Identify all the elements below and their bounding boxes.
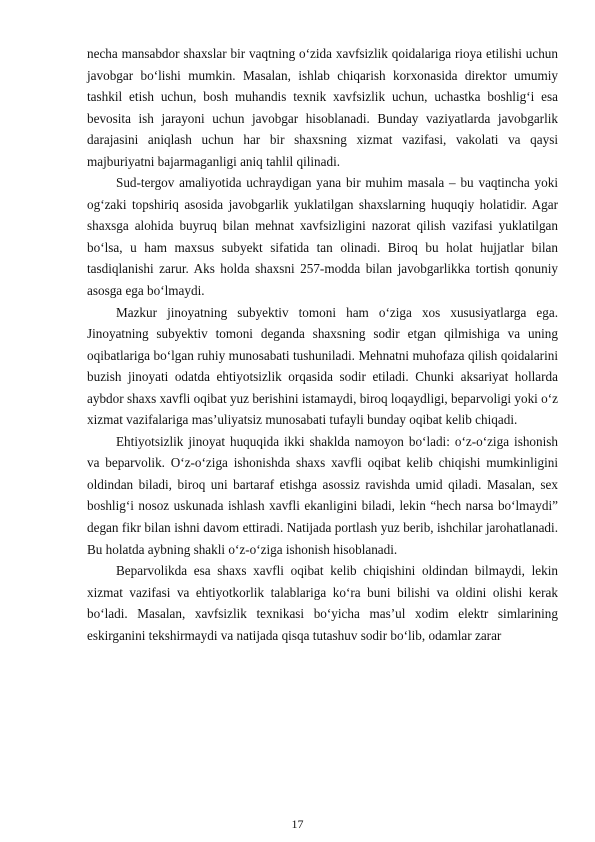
page-body: [87, 43, 558, 646]
paragraph: Ehtiyotsizlik jinoyat huquqida ikki shaklda namoyon bo‘ladi: o‘z-o‘ziga ishonish va beparvolik. O‘z-o‘ziga ishonishda shaxs xavfli oqibat kelib chiqishi mumkinligini oldindan biladi, biroq uni bartaraf etishga asossiz ravishda umid qiladi. Masalan, sex boshlig‘i nosoz uskunada ishlash xavfli ekanligini biladi, lekin “hech narsa bo‘lmaydi” degan fikr bilan ishni davom ettiradi. Natijada portlash yuz berib, ishchilar jarohatlanadi. Bu holatda aybning shakli o‘z-o‘ziga ishonish hisoblanadi.: [87, 433, 558, 557]
paragraph: Beparvolikda esa shaxs xavfli oqibat kelib chiqishini oldindan bilmaydi, lekin xizmat vazifasi va ehtiyotkorlik talablariga ko‘ra buni bilishi va oldini olishi kerak bo‘ladi. Masalan, xavfsizlik texnikasi bo‘yicha mas’ul xodim elektr simlarining eskirganini tekshirmaydi va natijada qisqa tutashuv sodir bo‘lib, odamlar zarar: [87, 563, 558, 643]
page-number: 17: [291, 817, 304, 831]
paragraph: Mazkur jinoyatning subyektiv tomoni ham o‘ziga xos xususiyatlarga ega. Jinoyatning subyektiv tomoni deganda shaxsning sodir etgan qilmishiga va uning oqibatlariga bo‘lgan ruhiy munosabati tushuniladi. Mehnatni muhofaza qilish qoidalarini buzish jinoyati odatda ehtiyotsizlik orqasida sodir etiladi. Chunki aksariyat hollarda aybdor shaxs xavfli oqibat yuz berishini istamaydi, biroq loqaydligi, beparvoligi yoki o‘z xizmat vazifalariga mas’uliyatsiz munosabati tufayli bunday oqibat kelib chiqadi.: [87, 304, 558, 428]
paragraph-continuation: necha mansabdor shaxslar bir vaqtning o‘zida xavfsizlik qoidalariga rioya etilishi uchun javobgar bo‘lishi mumkin. Masalan, ishlab chiqarish korxonasida direktor umumiy tashkil etish uchun, bosh muhandis texnik xavfsizlik uchun, uchastka boshlig‘i esa bevosita ish jarayoni uchun javobgar hisoblanadi. Bunday vaziyatlarda javobgarlik darajasini aniqlash uchun har bir shaxsning xizmat vazifasi, vakolati va qaysi majburiyatni bajarmaganligi aniq tahlil qilinadi.: [87, 46, 558, 169]
paragraph: Sud-tergov amaliyotida uchraydigan yana bir muhim masala – bu vaqtincha yoki og‘zaki topshiriq asosida javobgarlik yuklatilgan shaxslarning huquqiy holatidir. Agar shaxsga alohida buyruq bilan mehnat xavfsizligini nazorat qilish vazifasi yuklatilgan bo‘lsa, u ham maxsus subyekt sifatida tan olinadi. Biroq bu holat hujjatlar bilan tasdiqlanishi zarur. Aks holda shaxsni 257-modda bilan javobgarlikka tortish qonuniy asosga ega bo‘lmaydi.: [87, 175, 558, 299]
